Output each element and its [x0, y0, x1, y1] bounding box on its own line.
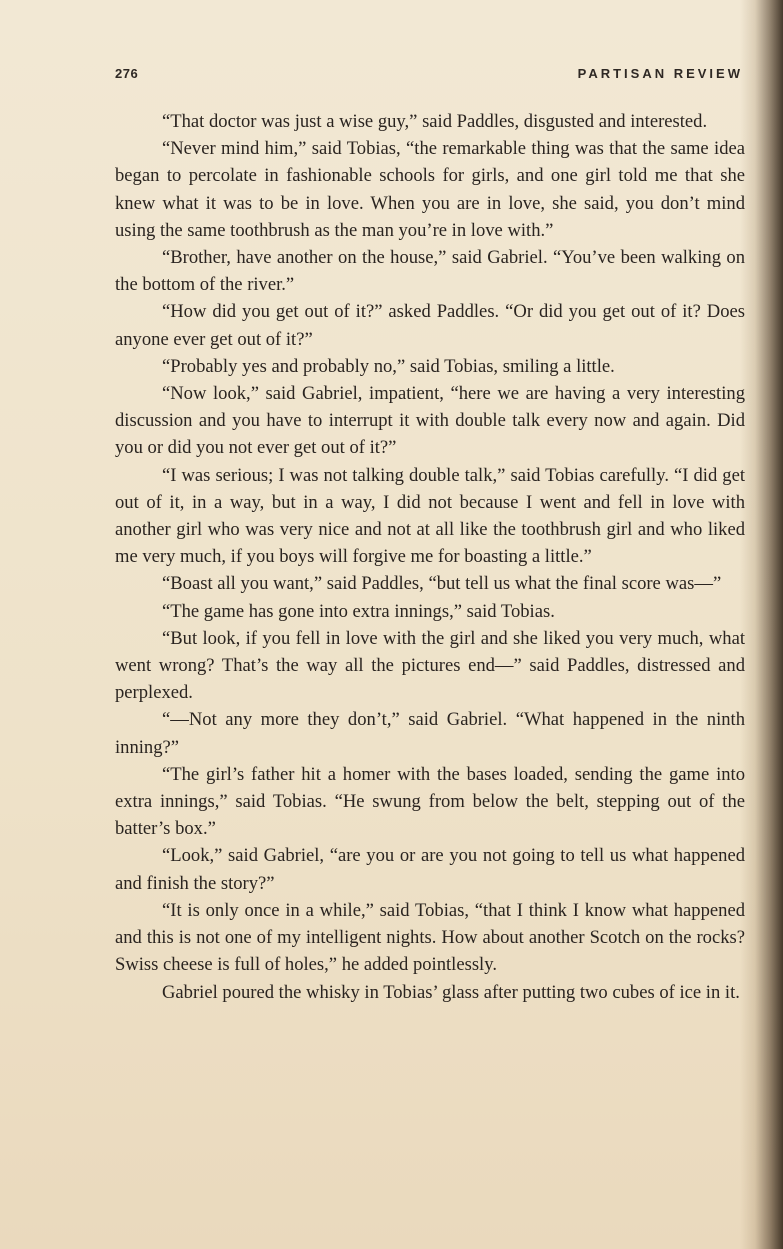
page-number: 276	[115, 66, 139, 81]
paragraph: “That doctor was just a wise guy,” said Paddles, disgusted and interested.	[162, 111, 708, 132]
paragraph: “Never mind him,” said Tobias, “the remarkable thing was that the same idea began to percolate in fashionable schools for girls, and one girl told me that she knew what it was to be in love. When you are in love, she said, you don’t mind using the same toothbrush as the man you’re in love with.”	[115, 138, 745, 241]
paragraph: Gabriel poured the whisky in Tobias’ glass after putting two cubes of ice in it.	[162, 981, 740, 1003]
paragraph: “How did you get out of it?” asked Paddles. “Or did you get out of it? Does anyone ever get out of it?”	[115, 301, 745, 350]
body-text	[115, 108, 745, 1006]
paragraph: “Now look,” said Gabriel, impatient, “here we are having a very interesting discussion and you have to interrupt it with double talk every now and again. Did you or did you not ever get out of it?”	[115, 383, 745, 459]
paragraph: “Probably yes and probably no,” said Tobias, smiling a little.	[162, 355, 615, 377]
paragraph: “—Not any more they don’t,” said Gabriel. “What happened in the ninth inning?”	[115, 709, 745, 758]
page-header	[115, 66, 743, 86]
paragraph: “It is only once in a while,” said Tobias, “that I think I know what happened and this is not one of my intelligent nights. How about another Scotch on the rocks? Swiss cheese is full of holes,” he added pointlessly.	[115, 899, 745, 976]
paragraph: “The girl’s father hit a homer with the bases loaded, sending the game into extra innings,” said Tobias. “He swung from below the belt, stepping out of the batter’s box.”	[115, 763, 745, 840]
paragraph: “Look,” said Gabriel, “are you or are you not going to tell us what happened and finish the story?”	[115, 845, 745, 894]
paragraph: “Boast all you want,” said Paddles, “but tell us what the final score was—”	[162, 573, 722, 595]
running-head: PARTISAN REVIEW	[577, 66, 743, 81]
paragraph: “The game has gone into extra innings,” said Tobias.	[162, 600, 555, 622]
paragraph: “I was serious; I was not talking double talk,” said Tobias carefully. “I did get out of it, in a way, but in a way, I did not because I went and fell in love with another girl who was very nice and not at all like the toothbrush girl and who liked me very much, if you boys will forgive me for boasting a little.”	[115, 464, 745, 568]
paragraph: “But look, if you fell in love with the girl and she liked you very much, what went wrong? That’s the way all the pictures end—” said Paddles, distressed and perplexed.	[115, 627, 745, 704]
paragraph: “Brother, have another on the house,” said Gabriel. “You’ve been walking on the bottom of the river.”	[115, 247, 745, 296]
